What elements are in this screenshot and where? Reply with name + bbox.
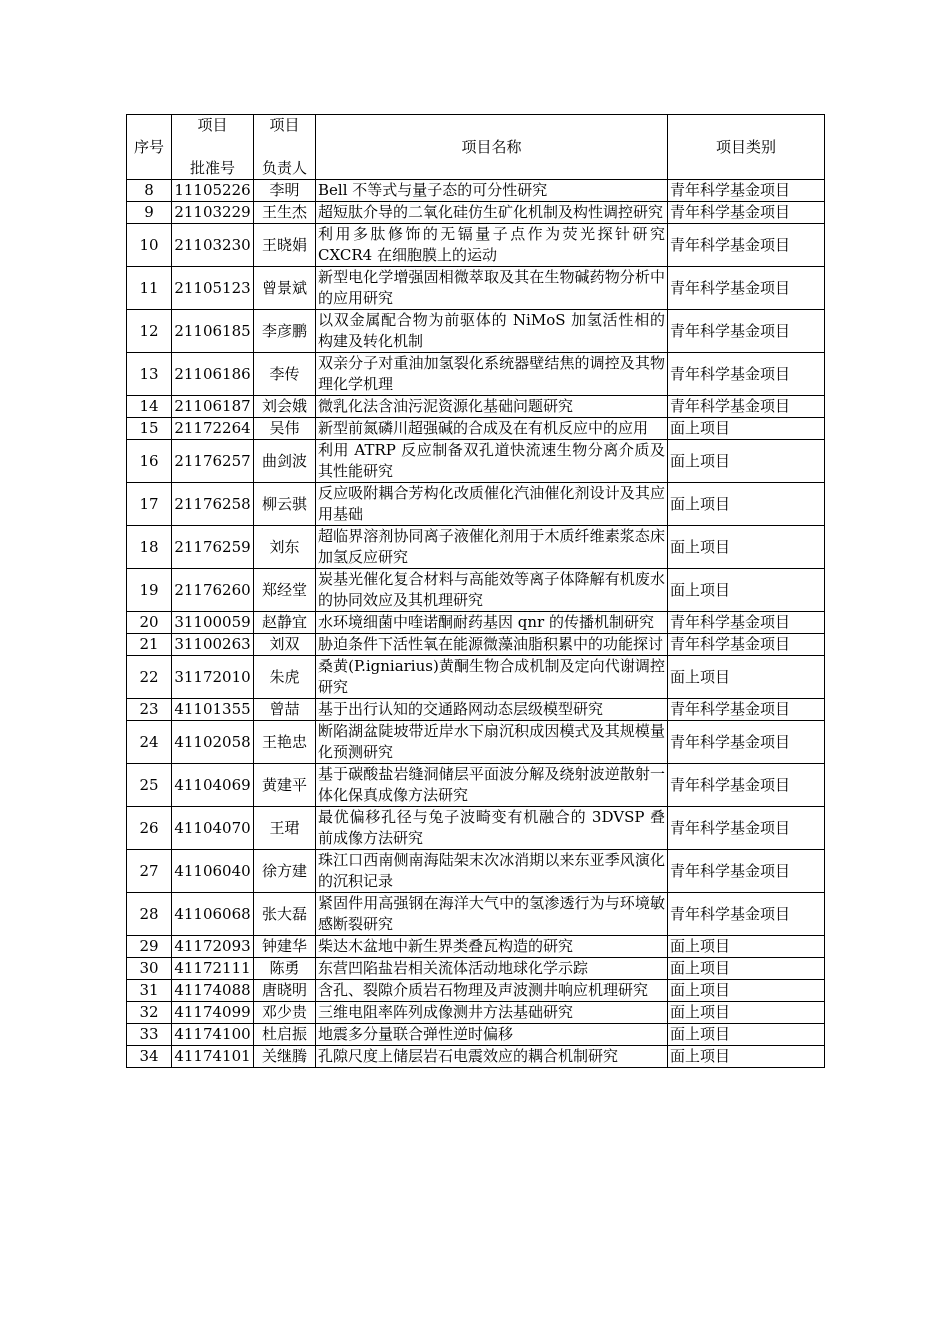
row-project-category: 面上项目	[668, 656, 825, 699]
table-row	[127, 310, 825, 353]
project-table	[126, 114, 825, 1068]
table-row	[127, 224, 825, 267]
table-row	[127, 483, 825, 526]
table-row	[127, 850, 825, 893]
row-project-category: 面上项目	[668, 936, 825, 958]
row-project-name: 孔隙尺度上储层岩石电震效应的耦合机制研究	[316, 1046, 668, 1068]
row-approval-number: 21103230	[172, 224, 254, 267]
row-leader: 吴伟	[254, 418, 316, 440]
row-leader: 朱虎	[254, 656, 316, 699]
table-row	[127, 1046, 825, 1068]
table-row	[127, 980, 825, 1002]
row-project-name: 超临界溶剂协同离子液催化剂用于木质纤维素浆态床加氢反应研究	[316, 526, 668, 569]
row-project-name: 以双金属配合物为前驱体的 NiMoS 加氢活性相的构建及转化机制	[316, 310, 668, 353]
row-approval-number: 41174099	[172, 1002, 254, 1024]
row-approval-number: 21176260	[172, 569, 254, 612]
row-leader: 徐方建	[254, 850, 316, 893]
row-project-category: 青年科学基金项目	[668, 634, 825, 656]
row-project-category: 面上项目	[668, 1046, 825, 1068]
row-seq: 31	[127, 980, 172, 1002]
row-approval-number: 31100059	[172, 612, 254, 634]
row-project-name: 珠江口西南侧南海陆架末次冰消期以来东亚季风演化的沉积记录	[316, 850, 668, 893]
row-project-category: 青年科学基金项目	[668, 721, 825, 764]
row-seq: 29	[127, 936, 172, 958]
row-seq: 33	[127, 1024, 172, 1046]
row-project-name: 利用 ATRP 反应制备双孔道快流速生物分离介质及其性能研究	[316, 440, 668, 483]
row-project-name: 柴达木盆地中新生界类叠瓦构造的研究	[316, 936, 668, 958]
table-row	[127, 656, 825, 699]
table-row	[127, 526, 825, 569]
table-row	[127, 440, 825, 483]
row-leader: 王艳忠	[254, 721, 316, 764]
table-row	[127, 569, 825, 612]
row-project-name: Bell 不等式与量子态的可分性研究	[316, 180, 668, 202]
table-row	[127, 612, 825, 634]
row-leader: 邓少贵	[254, 1002, 316, 1024]
row-project-category: 青年科学基金项目	[668, 267, 825, 310]
row-seq: 22	[127, 656, 172, 699]
row-seq: 8	[127, 180, 172, 202]
row-project-name: 胁迫条件下活性氧在能源微藻油脂积累中的功能探讨	[316, 634, 668, 656]
row-leader: 黄建平	[254, 764, 316, 807]
row-approval-number: 21176258	[172, 483, 254, 526]
row-project-category: 青年科学基金项目	[668, 612, 825, 634]
table-row	[127, 936, 825, 958]
row-project-name: 新型前氮磷川超强碱的合成及在有机反应中的应用	[316, 418, 668, 440]
row-seq: 16	[127, 440, 172, 483]
table-row	[127, 634, 825, 656]
row-approval-number: 41172093	[172, 936, 254, 958]
row-leader: 王晓娟	[254, 224, 316, 267]
row-approval-number: 41106040	[172, 850, 254, 893]
row-approval-number: 21105123	[172, 267, 254, 310]
row-seq: 34	[127, 1046, 172, 1068]
row-leader: 关继腾	[254, 1046, 316, 1068]
row-seq: 18	[127, 526, 172, 569]
row-approval-number: 21176257	[172, 440, 254, 483]
row-project-name: 东营凹陷盐岩相关流体活动地球化学示踪	[316, 958, 668, 980]
header-leader-bottom: 负责人	[261, 159, 307, 177]
row-leader: 王生杰	[254, 202, 316, 224]
row-seq: 25	[127, 764, 172, 807]
row-project-name: 双亲分子对重油加氢裂化系统器壁结焦的调控及其物理化学机理	[316, 353, 668, 396]
row-approval-number: 41174101	[172, 1046, 254, 1068]
table-header-row	[127, 115, 825, 180]
row-approval-number: 41101355	[172, 699, 254, 721]
row-project-category: 面上项目	[668, 440, 825, 483]
row-seq: 15	[127, 418, 172, 440]
row-project-category: 面上项目	[668, 483, 825, 526]
row-approval-number: 41104069	[172, 764, 254, 807]
table-row	[127, 807, 825, 850]
row-leader: 曾喆	[254, 699, 316, 721]
row-seq: 27	[127, 850, 172, 893]
row-leader: 杜启振	[254, 1024, 316, 1046]
row-leader: 唐晓明	[254, 980, 316, 1002]
table-row	[127, 721, 825, 764]
row-leader: 钟建华	[254, 936, 316, 958]
row-seq: 30	[127, 958, 172, 980]
table-row	[127, 202, 825, 224]
row-project-category: 青年科学基金项目	[668, 893, 825, 936]
row-approval-number: 21106186	[172, 353, 254, 396]
row-project-category: 青年科学基金项目	[668, 202, 825, 224]
row-project-category: 青年科学基金项目	[668, 180, 825, 202]
row-project-name: 含孔、裂隙介质岩石物理及声波测井响应机理研究	[316, 980, 668, 1002]
row-seq: 12	[127, 310, 172, 353]
header-approval-top: 项目	[197, 116, 228, 134]
row-project-name: 紧固件用高强钢在海洋大气中的氢渗透行为与环境敏感断裂研究	[316, 893, 668, 936]
table-row	[127, 418, 825, 440]
row-leader: 曾景斌	[254, 267, 316, 310]
row-leader: 刘双	[254, 634, 316, 656]
row-project-name: 桑黄(P.igniarius)黄酮生物合成机制及定向代谢调控研究	[316, 656, 668, 699]
row-seq: 19	[127, 569, 172, 612]
table-row	[127, 180, 825, 202]
row-leader: 张大磊	[254, 893, 316, 936]
row-seq: 13	[127, 353, 172, 396]
row-seq: 17	[127, 483, 172, 526]
row-project-name: 三维电阻率阵列成像测井方法基础研究	[316, 1002, 668, 1024]
row-project-category: 青年科学基金项目	[668, 764, 825, 807]
table-row	[127, 353, 825, 396]
row-project-category: 青年科学基金项目	[668, 396, 825, 418]
row-project-name: 基于出行认知的交通路网动态层级模型研究	[316, 699, 668, 721]
row-project-name: 基于碳酸盐岩缝洞储层平面波分解及绕射波逆散射一体化保真成像方法研究	[316, 764, 668, 807]
table-row	[127, 267, 825, 310]
row-project-category: 青年科学基金项目	[668, 353, 825, 396]
row-project-name: 炭基光催化复合材料与高能效等离子体降解有机废水的协同效应及其机理研究	[316, 569, 668, 612]
row-seq: 11	[127, 267, 172, 310]
row-seq: 21	[127, 634, 172, 656]
row-approval-number: 21172264	[172, 418, 254, 440]
row-approval-number: 21103229	[172, 202, 254, 224]
row-leader: 陈勇	[254, 958, 316, 980]
row-approval-number: 31100263	[172, 634, 254, 656]
row-leader: 刘会娥	[254, 396, 316, 418]
table-row	[127, 699, 825, 721]
row-project-category: 面上项目	[668, 526, 825, 569]
row-project-name: 反应吸附耦合芳构化改质催化汽油催化剂设计及其应用基础	[316, 483, 668, 526]
row-leader: 王珺	[254, 807, 316, 850]
row-approval-number: 11105226	[172, 180, 254, 202]
row-project-name: 新型电化学增强固相微萃取及其在生物碱药物分析中的应用研究	[316, 267, 668, 310]
row-approval-number: 21106187	[172, 396, 254, 418]
row-approval-number: 21106185	[172, 310, 254, 353]
row-project-category: 青年科学基金项目	[668, 310, 825, 353]
table-row	[127, 396, 825, 418]
row-project-name: 水环境细菌中喹诺酮耐药基因 qnr 的传播机制研究	[316, 612, 668, 634]
row-leader: 李明	[254, 180, 316, 202]
row-project-category: 面上项目	[668, 980, 825, 1002]
row-approval-number: 41172111	[172, 958, 254, 980]
header-leader-top: 项目	[269, 116, 300, 134]
row-project-category: 青年科学基金项目	[668, 224, 825, 267]
row-seq: 24	[127, 721, 172, 764]
row-project-category: 面上项目	[668, 1024, 825, 1046]
row-approval-number: 41174100	[172, 1024, 254, 1046]
table-row	[127, 893, 825, 936]
row-project-category: 面上项目	[668, 958, 825, 980]
row-leader: 赵静宜	[254, 612, 316, 634]
row-seq: 20	[127, 612, 172, 634]
header-approval-bottom: 批准号	[189, 159, 235, 177]
row-leader: 李彦鹏	[254, 310, 316, 353]
table-row	[127, 764, 825, 807]
row-project-category: 青年科学基金项目	[668, 807, 825, 850]
header-seq: 序号	[127, 115, 172, 180]
row-seq: 9	[127, 202, 172, 224]
row-seq: 14	[127, 396, 172, 418]
row-project-category: 面上项目	[668, 569, 825, 612]
table-row	[127, 958, 825, 980]
row-approval-number: 41102058	[172, 721, 254, 764]
row-project-name: 利用多肽修饰的无镉量子点作为荧光探针研究 CXCR4 在细胞膜上的运动	[316, 224, 668, 267]
row-seq: 26	[127, 807, 172, 850]
row-approval-number: 31172010	[172, 656, 254, 699]
row-approval-number: 41174088	[172, 980, 254, 1002]
header-leader	[254, 115, 316, 180]
table-row	[127, 1002, 825, 1024]
row-project-name: 超短肽介导的二氧化硅仿生矿化机制及构性调控研究	[316, 202, 668, 224]
row-leader: 郑经堂	[254, 569, 316, 612]
row-leader: 李传	[254, 353, 316, 396]
row-seq: 23	[127, 699, 172, 721]
row-project-name: 断陷湖盆陡坡带近岸水下扇沉积成因模式及其规模量化预测研究	[316, 721, 668, 764]
header-project-category: 项目类别	[668, 115, 825, 180]
row-project-category: 青年科学基金项目	[668, 850, 825, 893]
row-leader: 曲剑波	[254, 440, 316, 483]
row-approval-number: 41106068	[172, 893, 254, 936]
row-project-category: 青年科学基金项目	[668, 699, 825, 721]
row-project-name: 微乳化法含油污泥资源化基础问题研究	[316, 396, 668, 418]
row-leader: 刘东	[254, 526, 316, 569]
row-seq: 32	[127, 1002, 172, 1024]
header-approval-number	[172, 115, 254, 180]
row-project-category: 面上项目	[668, 418, 825, 440]
row-approval-number: 21176259	[172, 526, 254, 569]
row-approval-number: 41104070	[172, 807, 254, 850]
row-seq: 10	[127, 224, 172, 267]
table-row	[127, 1024, 825, 1046]
row-project-name: 地震多分量联合弹性逆时偏移	[316, 1024, 668, 1046]
row-project-name: 最优偏移孔径与兔子波畸变有机融合的 3DVSP 叠前成像方法研究	[316, 807, 668, 850]
row-project-category: 面上项目	[668, 1002, 825, 1024]
row-leader: 柳云骐	[254, 483, 316, 526]
row-seq: 28	[127, 893, 172, 936]
header-project-name: 项目名称	[316, 115, 668, 180]
